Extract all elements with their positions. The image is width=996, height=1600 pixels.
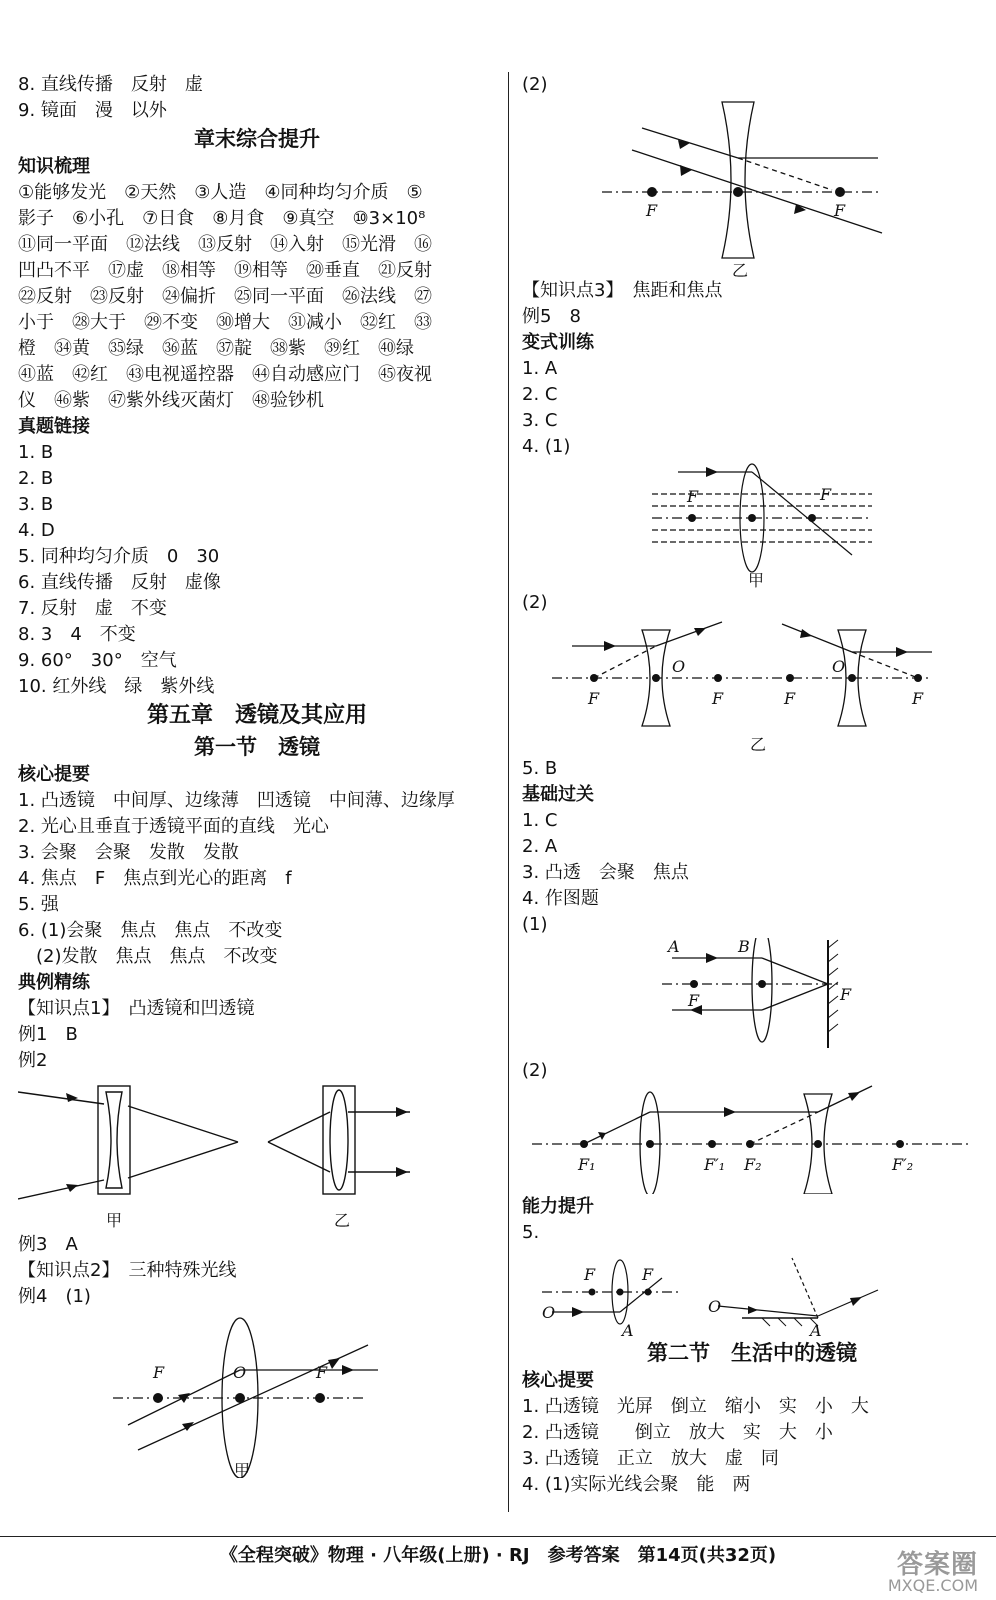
knowledge-line: ①能够发光 ②天然 ③人造 ④同种均匀介质 ⑤ [18, 182, 423, 203]
answer-line: 3. C [522, 410, 558, 431]
left-column [18, 72, 496, 1478]
lens-diagram-example-2 [18, 1074, 458, 1232]
focus-label: F [834, 201, 846, 220]
figure-caption: 甲 [748, 571, 765, 590]
convex-lens-diagram-r2 [522, 460, 982, 590]
answer-line: 7. 反射 虚 不变 [18, 598, 167, 619]
watermark-url: MXQE.COM [887, 1576, 978, 1595]
answer-line: 8. 直线传播 反射 虚 [18, 74, 203, 95]
point-label: O [708, 1297, 722, 1316]
focus-label: F₂ [744, 1155, 762, 1174]
real-questions-heading: 真题链接 [18, 416, 90, 437]
focus-label: F [688, 991, 700, 1010]
knowledge-point-2: 【知识点2】 三种特殊光线 [18, 1260, 237, 1281]
focus-label: F [588, 689, 600, 708]
knowledge-point-1: 【知识点1】 凸透镜和凹透镜 [18, 998, 255, 1019]
core-line: 2. 凸透镜 倒立 放大 实 大 小 [522, 1422, 833, 1443]
focus-label: F [646, 201, 658, 220]
answer-line: 3. 凸透 会聚 焦点 [522, 862, 689, 883]
figure-caption: 甲 [234, 1461, 251, 1478]
core-line: 1. 凸透镜 光屏 倒立 缩小 实 小 大 [522, 1396, 869, 1417]
concave-lens-diagram-r1 [522, 98, 982, 278]
answer-line: 9. 镜面 漫 以外 [18, 100, 167, 121]
answer-line: 3. B [18, 494, 54, 515]
focus-label: F′₁ [704, 1155, 726, 1174]
knowledge-point-3: 【知识点3】 焦距和焦点 [522, 280, 723, 301]
optical-center-label: O [832, 657, 846, 676]
answer-line: 5. B [522, 758, 558, 779]
focus-label: F [912, 689, 924, 708]
point-label: A [810, 1321, 822, 1338]
example-4: 例4 (1) [18, 1286, 91, 1307]
example-heading: 典例精练 [18, 972, 90, 993]
focus-label: F [584, 1265, 596, 1284]
answer-line: 2. A [522, 836, 558, 857]
lens-diagram-example-4 [18, 1310, 458, 1478]
lens-mirror-diagram-r6 [522, 1246, 982, 1338]
answer-line: 2. B [18, 468, 54, 489]
focus-label: F [840, 985, 852, 1004]
core-heading: 核心提要 [18, 764, 90, 785]
figure-caption: 乙 [732, 261, 749, 278]
answer-line: 5. [522, 1222, 540, 1243]
knowledge-line: 仪 ㊻紫 ㊼紫外线灭菌灯 ㊽验钞机 [18, 390, 324, 411]
focus-label: F′₂ [892, 1155, 914, 1174]
answer-line: 1. B [18, 442, 54, 463]
summary-title: 章末综合提升 [194, 127, 320, 151]
core-line: 3. 凸透镜 正立 放大 虚 同 [522, 1448, 779, 1469]
knowledge-line: 小于 ㉘大于 ㉙不变 ㉚增大 ㉛减小 ㉜红 ㉝ [18, 312, 432, 333]
focus-label: F [316, 1363, 328, 1382]
core-line: 6. (1)会聚 焦点 焦点 不改变 [18, 920, 283, 941]
mirror-lens-diagram-r4 [522, 938, 982, 1058]
point-label: A [668, 938, 680, 956]
example-2: 例2 [18, 1050, 48, 1071]
answer-line: 1. C [522, 810, 558, 831]
knowledge-line: 影子 ⑥小孔 ⑦日食 ⑧月食 ⑨真空 ⑩3×10⁸ [18, 208, 426, 229]
figure-caption: 乙 [750, 735, 767, 754]
answer-line: 2. C [522, 384, 558, 405]
knowledge-heading: 知识梳理 [18, 156, 90, 177]
knowledge-line: 凹凸不平 ⑰虚 ⑱相等 ⑲相等 ⑳垂直 ㉑反射 [18, 260, 432, 281]
focus-label: F [712, 689, 724, 708]
knowledge-line: ㊶蓝 ㊷红 ㊸电视遥控器 ㊹自动感应门 ㊺夜视 [18, 364, 432, 385]
example-1: 例1 B [18, 1024, 78, 1045]
core-line: 4. (1)实际光线会聚 能 两 [522, 1474, 751, 1495]
answer-line: 4. (1) [522, 436, 571, 457]
knowledge-line: ㉒反射 ㉓反射 ㉔偏折 ㉕同一平面 ㉖法线 ㉗ [18, 286, 432, 307]
answer-line: 5. 同种均匀介质 0 30 [18, 546, 220, 567]
page-footer: 《全程突破》物理 · 八年级(上册) · RJ 参考答案 第14页(共32页) [0, 1536, 996, 1567]
ability-heading: 能力提升 [522, 1196, 594, 1217]
point-label: A [622, 1321, 634, 1338]
example-5: 例5 8 [522, 306, 581, 327]
core-line: 5. 强 [18, 894, 59, 915]
watermark-logo: 答案圈 [896, 1550, 978, 1580]
core-line: (2)发散 焦点 焦点 不改变 [18, 946, 278, 967]
focus-label: F [153, 1363, 165, 1382]
subpart-label: (2) [522, 1060, 548, 1081]
answer-line: 10. 红外线 绿 紫外线 [18, 676, 215, 697]
concave-lens-diagram-r3 [522, 616, 982, 756]
section-2-title: 第二节 生活中的透镜 [647, 1341, 857, 1365]
core-line: 3. 会聚 会聚 发散 发散 [18, 842, 239, 863]
focus-label: F [820, 485, 832, 504]
optical-center-label: O [672, 657, 686, 676]
answer-line: 9. 60° 30° 空气 [18, 650, 177, 671]
answer-line: 4. D [18, 520, 55, 541]
knowledge-line: 橙 ㉞黄 ㉟绿 ㊱蓝 ㊲靛 ㊳紫 ㊴红 ㊵绿 [18, 338, 414, 359]
subpart-label: (1) [522, 914, 548, 935]
core-heading: 核心提要 [522, 1370, 594, 1391]
variant-training-heading: 变式训练 [522, 332, 594, 353]
optical-center-label: O [233, 1363, 247, 1382]
subpart-label: (2) [522, 74, 548, 95]
core-line: 2. 光心且垂直于透镜平面的直线 光心 [18, 816, 329, 837]
figure-caption: 乙 [334, 1211, 351, 1230]
real-questions-block [18, 440, 496, 700]
answer-line: 4. 作图题 [522, 888, 599, 909]
focus-label: F [784, 689, 796, 708]
subpart-label: (2) [522, 592, 548, 613]
core-line: 1. 凸透镜 中间厚、边缘薄 凹透镜 中间薄、边缘厚 [18, 790, 455, 811]
right-column [522, 72, 982, 1498]
basic-heading: 基础过关 [522, 784, 594, 805]
focus-label: F₁ [578, 1155, 596, 1174]
column-divider [508, 72, 509, 1512]
section-title: 第一节 透镜 [194, 735, 320, 759]
example-3: 例3 A [18, 1234, 78, 1255]
point-label: O [542, 1303, 556, 1322]
focus-label: F [687, 487, 699, 506]
figure-caption: 甲 [106, 1211, 123, 1230]
chapter-title: 第五章 透镜及其应用 [146, 703, 367, 728]
two-lens-diagram-r5 [522, 1084, 982, 1194]
knowledge-block [18, 180, 496, 414]
focus-label: F [642, 1265, 654, 1284]
answer-line: 6. 直线传播 反射 虚像 [18, 572, 221, 593]
core-line: 4. 焦点 F 焦点到光心的距离 f [18, 868, 292, 889]
answer-line: 8. 3 4 不变 [18, 624, 136, 645]
point-label: B [738, 938, 750, 956]
knowledge-line: ⑪同一平面 ⑫法线 ⑬反射 ⑭入射 ⑮光滑 ⑯ [18, 234, 432, 255]
answer-line: 1. A [522, 358, 558, 379]
